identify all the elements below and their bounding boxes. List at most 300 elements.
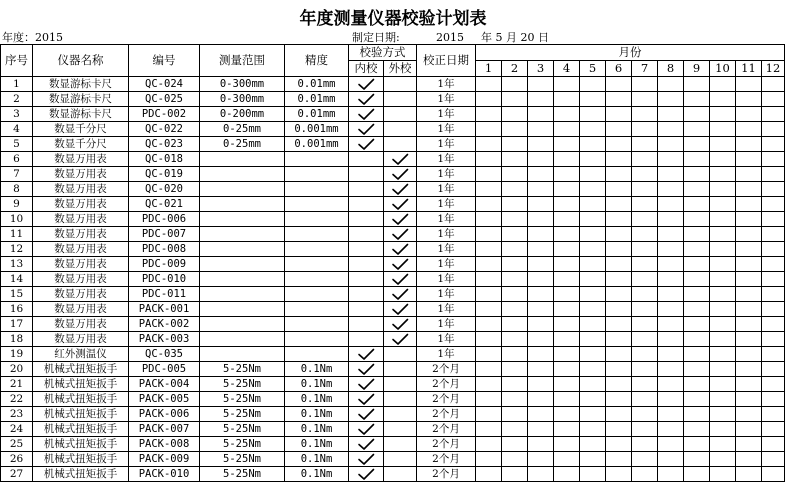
cell-month-10[interactable] [710, 197, 736, 212]
cell-month-2[interactable] [502, 422, 528, 437]
cell-month-10[interactable] [710, 227, 736, 242]
cell-month-7[interactable] [632, 197, 658, 212]
cell-month-1[interactable] [476, 317, 502, 332]
cell-month-2[interactable] [502, 347, 528, 362]
cell-month-1[interactable] [476, 257, 502, 272]
cell-month-1[interactable] [476, 452, 502, 467]
cell-month-8[interactable] [658, 272, 684, 287]
cell-month-1[interactable] [476, 302, 502, 317]
cell-month-12[interactable] [762, 437, 785, 452]
cell-month-2[interactable] [502, 467, 528, 482]
cell-month-3[interactable] [528, 197, 554, 212]
cell-month-9[interactable] [684, 347, 710, 362]
cell-month-5[interactable] [580, 467, 606, 482]
cell-month-5[interactable] [580, 167, 606, 182]
cell-month-1[interactable] [476, 467, 502, 482]
cell-month-9[interactable] [684, 227, 710, 242]
cell-month-5[interactable] [580, 302, 606, 317]
cell-month-2[interactable] [502, 242, 528, 257]
cell-month-5[interactable] [580, 152, 606, 167]
cell-month-2[interactable] [502, 287, 528, 302]
cell-month-1[interactable] [476, 332, 502, 347]
cell-month-11[interactable] [736, 332, 762, 347]
cell-month-6[interactable] [606, 392, 632, 407]
cell-month-1[interactable] [476, 242, 502, 257]
cell-month-3[interactable] [528, 467, 554, 482]
cell-month-7[interactable] [632, 452, 658, 467]
cell-month-1[interactable] [476, 407, 502, 422]
cell-month-2[interactable] [502, 167, 528, 182]
cell-month-1[interactable] [476, 287, 502, 302]
cell-month-1[interactable] [476, 152, 502, 167]
cell-month-9[interactable] [684, 137, 710, 152]
cell-month-3[interactable] [528, 77, 554, 92]
cell-month-4[interactable] [554, 392, 580, 407]
cell-month-5[interactable] [580, 182, 606, 197]
cell-month-7[interactable] [632, 287, 658, 302]
cell-month-11[interactable] [736, 392, 762, 407]
cell-month-4[interactable] [554, 332, 580, 347]
cell-month-2[interactable] [502, 377, 528, 392]
cell-month-5[interactable] [580, 377, 606, 392]
cell-month-9[interactable] [684, 422, 710, 437]
cell-month-12[interactable] [762, 302, 785, 317]
cell-month-8[interactable] [658, 107, 684, 122]
cell-month-3[interactable] [528, 377, 554, 392]
cell-month-4[interactable] [554, 212, 580, 227]
cell-month-2[interactable] [502, 197, 528, 212]
cell-month-4[interactable] [554, 77, 580, 92]
cell-month-6[interactable] [606, 167, 632, 182]
cell-month-9[interactable] [684, 272, 710, 287]
cell-month-7[interactable] [632, 317, 658, 332]
cell-month-10[interactable] [710, 212, 736, 227]
cell-month-4[interactable] [554, 407, 580, 422]
cell-month-4[interactable] [554, 182, 580, 197]
cell-month-1[interactable] [476, 182, 502, 197]
cell-month-5[interactable] [580, 92, 606, 107]
cell-month-8[interactable] [658, 392, 684, 407]
cell-month-7[interactable] [632, 77, 658, 92]
cell-month-10[interactable] [710, 137, 736, 152]
cell-month-6[interactable] [606, 422, 632, 437]
cell-month-5[interactable] [580, 242, 606, 257]
cell-month-12[interactable] [762, 77, 785, 92]
cell-month-1[interactable] [476, 107, 502, 122]
cell-month-7[interactable] [632, 302, 658, 317]
cell-month-4[interactable] [554, 452, 580, 467]
cell-month-8[interactable] [658, 167, 684, 182]
cell-month-12[interactable] [762, 317, 785, 332]
cell-month-3[interactable] [528, 347, 554, 362]
cell-month-6[interactable] [606, 452, 632, 467]
cell-month-1[interactable] [476, 227, 502, 242]
cell-month-8[interactable] [658, 287, 684, 302]
cell-month-4[interactable] [554, 167, 580, 182]
cell-month-9[interactable] [684, 392, 710, 407]
cell-month-12[interactable] [762, 107, 785, 122]
cell-month-11[interactable] [736, 272, 762, 287]
cell-month-12[interactable] [762, 212, 785, 227]
cell-month-7[interactable] [632, 467, 658, 482]
cell-month-6[interactable] [606, 197, 632, 212]
cell-month-3[interactable] [528, 407, 554, 422]
cell-month-6[interactable] [606, 287, 632, 302]
cell-month-8[interactable] [658, 377, 684, 392]
cell-month-9[interactable] [684, 92, 710, 107]
cell-month-2[interactable] [502, 362, 528, 377]
cell-month-1[interactable] [476, 272, 502, 287]
cell-month-11[interactable] [736, 122, 762, 137]
cell-month-7[interactable] [632, 152, 658, 167]
cell-month-9[interactable] [684, 212, 710, 227]
cell-month-10[interactable] [710, 362, 736, 377]
cell-month-4[interactable] [554, 137, 580, 152]
cell-month-2[interactable] [502, 302, 528, 317]
cell-month-9[interactable] [684, 197, 710, 212]
cell-month-5[interactable] [580, 77, 606, 92]
cell-month-10[interactable] [710, 422, 736, 437]
cell-month-9[interactable] [684, 467, 710, 482]
cell-month-12[interactable] [762, 287, 785, 302]
cell-month-6[interactable] [606, 407, 632, 422]
cell-month-5[interactable] [580, 407, 606, 422]
cell-month-2[interactable] [502, 92, 528, 107]
cell-month-11[interactable] [736, 467, 762, 482]
cell-month-4[interactable] [554, 287, 580, 302]
cell-month-11[interactable] [736, 242, 762, 257]
cell-month-4[interactable] [554, 317, 580, 332]
cell-month-1[interactable] [476, 197, 502, 212]
cell-month-1[interactable] [476, 167, 502, 182]
cell-month-2[interactable] [502, 437, 528, 452]
cell-month-12[interactable] [762, 137, 785, 152]
cell-month-7[interactable] [632, 167, 658, 182]
cell-month-7[interactable] [632, 107, 658, 122]
cell-month-10[interactable] [710, 467, 736, 482]
cell-month-12[interactable] [762, 377, 785, 392]
cell-month-7[interactable] [632, 422, 658, 437]
cell-month-10[interactable] [710, 392, 736, 407]
cell-month-4[interactable] [554, 257, 580, 272]
cell-month-8[interactable] [658, 77, 684, 92]
cell-month-4[interactable] [554, 122, 580, 137]
cell-month-2[interactable] [502, 122, 528, 137]
cell-month-11[interactable] [736, 362, 762, 377]
cell-month-9[interactable] [684, 407, 710, 422]
cell-month-9[interactable] [684, 317, 710, 332]
cell-month-7[interactable] [632, 92, 658, 107]
cell-month-11[interactable] [736, 137, 762, 152]
cell-month-9[interactable] [684, 167, 710, 182]
cell-month-10[interactable] [710, 77, 736, 92]
cell-month-5[interactable] [580, 287, 606, 302]
cell-month-2[interactable] [502, 212, 528, 227]
cell-month-5[interactable] [580, 107, 606, 122]
cell-month-10[interactable] [710, 152, 736, 167]
cell-month-12[interactable] [762, 272, 785, 287]
cell-month-8[interactable] [658, 437, 684, 452]
cell-month-2[interactable] [502, 317, 528, 332]
cell-month-10[interactable] [710, 332, 736, 347]
cell-month-7[interactable] [632, 392, 658, 407]
cell-month-12[interactable] [762, 467, 785, 482]
cell-month-8[interactable] [658, 422, 684, 437]
cell-month-4[interactable] [554, 197, 580, 212]
cell-month-9[interactable] [684, 287, 710, 302]
cell-month-9[interactable] [684, 302, 710, 317]
cell-month-5[interactable] [580, 257, 606, 272]
cell-month-10[interactable] [710, 92, 736, 107]
cell-month-5[interactable] [580, 437, 606, 452]
cell-month-2[interactable] [502, 407, 528, 422]
cell-month-4[interactable] [554, 302, 580, 317]
cell-month-1[interactable] [476, 362, 502, 377]
cell-month-2[interactable] [502, 107, 528, 122]
cell-month-7[interactable] [632, 242, 658, 257]
cell-month-3[interactable] [528, 227, 554, 242]
cell-month-1[interactable] [476, 77, 502, 92]
cell-month-12[interactable] [762, 452, 785, 467]
cell-month-11[interactable] [736, 377, 762, 392]
cell-month-11[interactable] [736, 287, 762, 302]
cell-month-6[interactable] [606, 152, 632, 167]
cell-month-6[interactable] [606, 122, 632, 137]
cell-month-5[interactable] [580, 122, 606, 137]
cell-month-6[interactable] [606, 77, 632, 92]
cell-month-10[interactable] [710, 122, 736, 137]
cell-month-11[interactable] [736, 212, 762, 227]
cell-month-5[interactable] [580, 422, 606, 437]
cell-month-9[interactable] [684, 377, 710, 392]
cell-month-3[interactable] [528, 152, 554, 167]
cell-month-1[interactable] [476, 422, 502, 437]
cell-month-9[interactable] [684, 107, 710, 122]
cell-month-1[interactable] [476, 437, 502, 452]
cell-month-11[interactable] [736, 227, 762, 242]
cell-month-10[interactable] [710, 257, 736, 272]
cell-month-9[interactable] [684, 122, 710, 137]
cell-month-11[interactable] [736, 317, 762, 332]
cell-month-9[interactable] [684, 152, 710, 167]
cell-month-8[interactable] [658, 362, 684, 377]
cell-month-4[interactable] [554, 362, 580, 377]
cell-month-12[interactable] [762, 167, 785, 182]
cell-month-2[interactable] [502, 182, 528, 197]
cell-month-6[interactable] [606, 467, 632, 482]
cell-month-6[interactable] [606, 137, 632, 152]
cell-month-2[interactable] [502, 152, 528, 167]
cell-month-8[interactable] [658, 242, 684, 257]
cell-month-7[interactable] [632, 212, 658, 227]
cell-month-3[interactable] [528, 242, 554, 257]
cell-month-8[interactable] [658, 212, 684, 227]
cell-month-1[interactable] [476, 122, 502, 137]
cell-month-10[interactable] [710, 407, 736, 422]
cell-month-4[interactable] [554, 92, 580, 107]
cell-month-6[interactable] [606, 347, 632, 362]
cell-month-2[interactable] [502, 77, 528, 92]
cell-month-11[interactable] [736, 257, 762, 272]
cell-month-3[interactable] [528, 332, 554, 347]
cell-month-3[interactable] [528, 182, 554, 197]
cell-month-6[interactable] [606, 182, 632, 197]
cell-month-11[interactable] [736, 347, 762, 362]
cell-month-10[interactable] [710, 287, 736, 302]
cell-month-3[interactable] [528, 167, 554, 182]
cell-month-11[interactable] [736, 437, 762, 452]
cell-month-8[interactable] [658, 332, 684, 347]
cell-month-6[interactable] [606, 302, 632, 317]
cell-month-3[interactable] [528, 452, 554, 467]
cell-month-7[interactable] [632, 347, 658, 362]
cell-month-12[interactable] [762, 392, 785, 407]
cell-month-3[interactable] [528, 437, 554, 452]
cell-month-8[interactable] [658, 407, 684, 422]
cell-month-12[interactable] [762, 257, 785, 272]
cell-month-3[interactable] [528, 422, 554, 437]
cell-month-7[interactable] [632, 182, 658, 197]
cell-month-12[interactable] [762, 242, 785, 257]
cell-month-12[interactable] [762, 407, 785, 422]
cell-month-7[interactable] [632, 227, 658, 242]
cell-month-10[interactable] [710, 377, 736, 392]
cell-month-10[interactable] [710, 107, 736, 122]
cell-month-10[interactable] [710, 317, 736, 332]
cell-month-6[interactable] [606, 257, 632, 272]
cell-month-12[interactable] [762, 152, 785, 167]
cell-month-11[interactable] [736, 302, 762, 317]
cell-month-9[interactable] [684, 362, 710, 377]
cell-month-8[interactable] [658, 467, 684, 482]
cell-month-6[interactable] [606, 437, 632, 452]
cell-month-4[interactable] [554, 107, 580, 122]
cell-month-9[interactable] [684, 452, 710, 467]
cell-month-6[interactable] [606, 92, 632, 107]
cell-month-7[interactable] [632, 437, 658, 452]
cell-month-12[interactable] [762, 197, 785, 212]
cell-month-8[interactable] [658, 122, 684, 137]
cell-month-8[interactable] [658, 347, 684, 362]
cell-month-5[interactable] [580, 362, 606, 377]
cell-month-10[interactable] [710, 347, 736, 362]
cell-month-7[interactable] [632, 272, 658, 287]
cell-month-5[interactable] [580, 212, 606, 227]
cell-month-11[interactable] [736, 152, 762, 167]
cell-month-5[interactable] [580, 137, 606, 152]
cell-month-8[interactable] [658, 227, 684, 242]
cell-month-11[interactable] [736, 182, 762, 197]
cell-month-9[interactable] [684, 332, 710, 347]
cell-month-9[interactable] [684, 77, 710, 92]
cell-month-3[interactable] [528, 272, 554, 287]
cell-month-3[interactable] [528, 302, 554, 317]
cell-month-11[interactable] [736, 452, 762, 467]
cell-month-3[interactable] [528, 92, 554, 107]
cell-month-2[interactable] [502, 137, 528, 152]
cell-month-12[interactable] [762, 347, 785, 362]
cell-month-4[interactable] [554, 422, 580, 437]
cell-month-2[interactable] [502, 392, 528, 407]
cell-month-10[interactable] [710, 302, 736, 317]
cell-month-4[interactable] [554, 272, 580, 287]
cell-month-10[interactable] [710, 437, 736, 452]
cell-month-5[interactable] [580, 392, 606, 407]
cell-month-4[interactable] [554, 377, 580, 392]
cell-month-10[interactable] [710, 452, 736, 467]
cell-month-4[interactable] [554, 347, 580, 362]
cell-month-4[interactable] [554, 242, 580, 257]
cell-month-7[interactable] [632, 137, 658, 152]
cell-month-5[interactable] [580, 227, 606, 242]
cell-month-3[interactable] [528, 287, 554, 302]
cell-month-5[interactable] [580, 197, 606, 212]
cell-month-1[interactable] [476, 137, 502, 152]
cell-month-3[interactable] [528, 107, 554, 122]
cell-month-10[interactable] [710, 182, 736, 197]
cell-month-5[interactable] [580, 332, 606, 347]
cell-month-12[interactable] [762, 92, 785, 107]
cell-month-4[interactable] [554, 227, 580, 242]
cell-month-7[interactable] [632, 362, 658, 377]
cell-month-3[interactable] [528, 392, 554, 407]
cell-month-1[interactable] [476, 92, 502, 107]
cell-month-2[interactable] [502, 272, 528, 287]
cell-month-10[interactable] [710, 272, 736, 287]
cell-month-9[interactable] [684, 182, 710, 197]
cell-month-12[interactable] [762, 362, 785, 377]
cell-month-5[interactable] [580, 347, 606, 362]
cell-month-3[interactable] [528, 137, 554, 152]
cell-month-9[interactable] [684, 437, 710, 452]
cell-month-1[interactable] [476, 377, 502, 392]
cell-month-11[interactable] [736, 422, 762, 437]
cell-month-3[interactable] [528, 362, 554, 377]
cell-month-12[interactable] [762, 227, 785, 242]
cell-month-9[interactable] [684, 242, 710, 257]
cell-month-11[interactable] [736, 92, 762, 107]
cell-month-8[interactable] [658, 197, 684, 212]
cell-month-12[interactable] [762, 332, 785, 347]
cell-month-6[interactable] [606, 212, 632, 227]
cell-month-4[interactable] [554, 467, 580, 482]
cell-month-11[interactable] [736, 77, 762, 92]
cell-month-9[interactable] [684, 257, 710, 272]
cell-month-6[interactable] [606, 362, 632, 377]
cell-month-8[interactable] [658, 257, 684, 272]
cell-month-1[interactable] [476, 212, 502, 227]
cell-month-4[interactable] [554, 437, 580, 452]
cell-month-6[interactable] [606, 377, 632, 392]
cell-month-2[interactable] [502, 452, 528, 467]
cell-month-5[interactable] [580, 452, 606, 467]
cell-month-4[interactable] [554, 152, 580, 167]
cell-month-11[interactable] [736, 197, 762, 212]
cell-month-7[interactable] [632, 122, 658, 137]
cell-month-12[interactable] [762, 122, 785, 137]
cell-month-6[interactable] [606, 107, 632, 122]
cell-month-3[interactable] [528, 122, 554, 137]
cell-month-2[interactable] [502, 227, 528, 242]
cell-month-3[interactable] [528, 212, 554, 227]
cell-month-12[interactable] [762, 422, 785, 437]
cell-month-1[interactable] [476, 347, 502, 362]
cell-month-7[interactable] [632, 257, 658, 272]
cell-month-10[interactable] [710, 167, 736, 182]
cell-month-2[interactable] [502, 332, 528, 347]
cell-month-6[interactable] [606, 272, 632, 287]
cell-month-11[interactable] [736, 167, 762, 182]
